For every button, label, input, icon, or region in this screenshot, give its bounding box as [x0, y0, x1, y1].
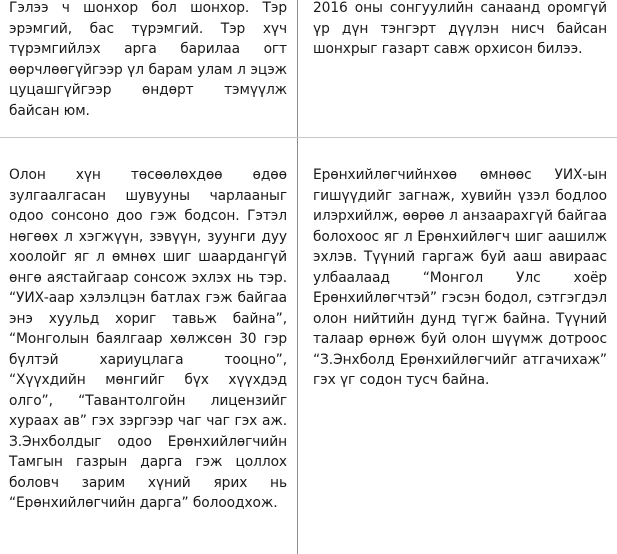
column-divider	[297, 0, 298, 554]
paragraph-row2-right: Ерөнхийлөгчийнхөө өмнөөс УИХ-ын гишүүдийг загнаж, хувийн үзэл бодлоо илэрхийлж, өөрөө л анзаарахгүй байгаа болохоос яг л Ерөнхийлөгч шиг аашилж эхлэв. Түүний гаргаж буй ааш авираас улбаалаад “Монгол Улс хоёр Ерөнхийлөгчтэй” гэсэн бодол, сэтгэгдэл олон нийтийн дунд түгж байна. Түүний талаар өрнөж буй олон шүүмж дотроос “З.Энхболд Ерөнхийлөгчийг атгачихаж” гэх үг содон тусч байна.	[313, 167, 607, 388]
row-divider-left	[0, 137, 298, 138]
paragraph-row1-right: 2016 оны сонгуулийн санаанд оромгүй үр дүн тэнгэрт дүүлэн нисч байсан шонхрыг газарт савж орхисон билээ.	[313, 0, 607, 57]
paragraph-row1-left: Гэлээ ч шонхор бол шонхор. Тэр эрэмгий, бас түрэмгий. Тэр хүч түрэмгийлэх арга барилаа огт өөрчлөөгүйгээр үл барам улам л эцэж цуцашгүйгээр өндөрт тэмүүлж байсан юм.	[9, 0, 287, 119]
paragraph-row2-left: Олон хүн төсөөлөхдөө өдөө зулгаалгасан шувууны чарлааныг одоо сонсоно доо гэж бодсон. Гэтэл нөгөөх л хэгжүүн, зэвүүн, зуунги дуу хоолойг яг л өмнөх шиг шаардангүй өнгө аястайгаар сонсож эхлэх нь тэр. “УИХ-аар хэлэлцэн батлах гэж байгаа энэ хуульд хориг тавьж байна”, “Монголын баялгаар хөлжсөн 30 гэр бүлтэй хариуцлага тооцно”, “Хүүхдийн мөнгийг бүх хүүхдэд олго”, “Тавантолгойн лицензийг хураах ав” гэх зэргээр чаг чаг гэх аж. З.Энхболдыг одоо Ерөнхийлөгчийн Тамгын газрын дарга гэж цоллох боловч зарим хүний ярих нь “Ерөнхийлөгчийн дарга” болоодхож.	[9, 167, 287, 511]
row-divider-right	[298, 137, 617, 138]
